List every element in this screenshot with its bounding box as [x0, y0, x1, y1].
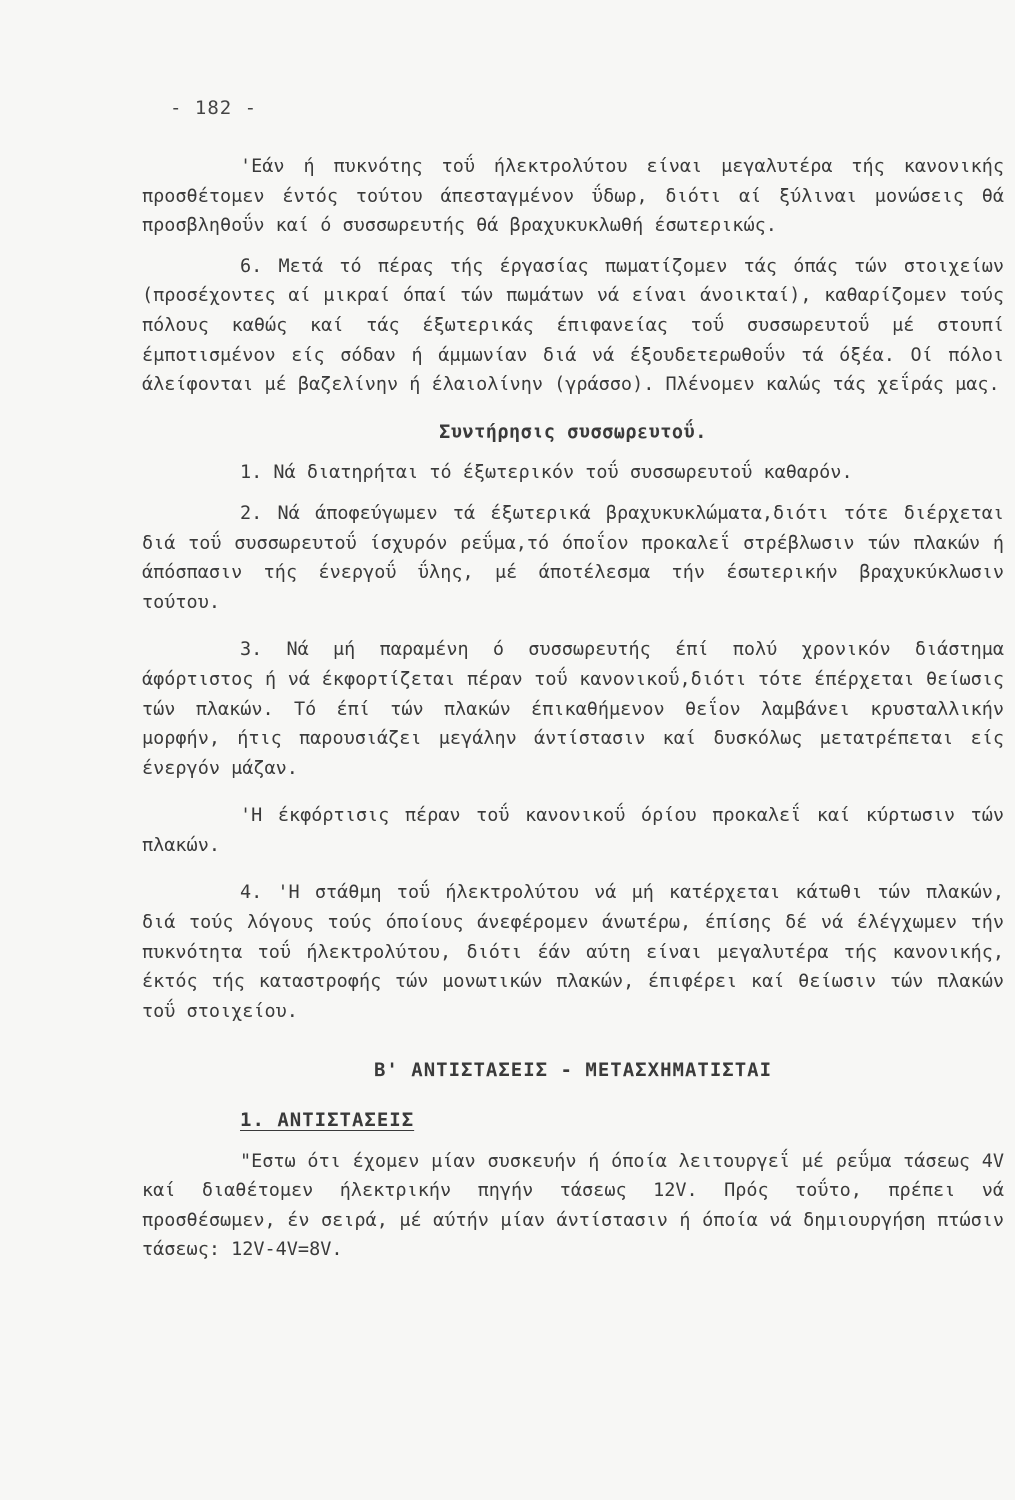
- paragraph-maintenance-1: 1. Νά διατηρήται τό έξωτερικόν τοΰ συσσωρευτοΰ καθαρόν.: [240, 462, 853, 484]
- paragraph-step-6-capping: 6. Μετά τό πέρας τής έργασίας πωματίζομεν τάς όπάς τών στοιχείων (προσέχοντες αί μικραί όπαί τών πωμάτων νά είναι άνοικταί), καθαρίζομεν τούς πόλους καθώς καί τάς έξωτερικάς έπιφανείας τοΰ συσσωρευτοΰ μέ στουπί έμποτισμένον είς σόδαν ή άμμωνίαν διά νά έξουδετερωθοΰν τά όξέα. Οί πόλοι άλείφονται μέ βαζελίνην ή έλαιολίνην (γράσσο). Πλένομεν καλώς τάς χεΐράς μας.: [142, 255, 1004, 396]
- paragraph-maintenance-4: 4. 'Η στάθμη τοΰ ήλεκτρολύτου νά μή κατέρχεται κάτωθι τών πλακών, διά τούς λόγους τούς όποίους άνεφέρομεν άνωτέρω, έπίσης δέ νά έλέγχωμεν τήν πυκνότητα τοΰ ήλεκτρολύτου, διότι έάν αύτη είναι μεγαλυτέρα τής κανονικής, έκτός τής καταστροφής τών μονωτικών πλακών, έπιφέρει καί θείωσιν τών πλακών τοΰ στοιχείου.: [142, 882, 1004, 1022]
- heading-battery-maintenance: Συντήρησις συσσωρευτοΰ.: [439, 421, 707, 443]
- paragraph-density-adjustment: 'Εάν ή πυκνότης τοΰ ήλεκτρολύτου είναι μεγαλυτέρα τής κανονικής προσθέτομεν έντός τούτου άπεσταγμένον ΰδωρ, διότι αί ξύλιναι μονώσεις θά προσβληθοΰν καί ό συσσωρευτής θά βραχυκυκλωθή έσωτερικώς.: [142, 156, 1004, 237]
- paragraph-discharge-note: 'Η έκφόρτισις πέραν τοΰ κανονικοΰ όρίου προκαλεΐ καί κύρτωσιν τών πλακών.: [142, 805, 1004, 856]
- page-body: [142, 152, 1004, 1265]
- paragraph-maintenance-3: 3. Νά μή παραμένη ό συσσωρευτής έπί πολύ χρονικόν διάστημα άφόρτιστος ή νά έκφορτίζεται πέραν τοΰ κανονικοΰ,διότι τότε έπέρχεται θείωσις τών πλακών. Τό έπί τών πλακών έπικαθήμενον θεΐον λαμβάνει κρυσταλλικήν μορφήν, ήτις παρουσιάζει μεγάλην άντίστασιν καί δυσκόλως μετατρέπεται είς ένεργόν μάζαν.: [142, 639, 1004, 779]
- subsection-heading-resistors: 1. ΑΝΤΙΣΤΑΣΕΙΣ: [240, 1109, 415, 1132]
- section-heading-resistors-transformers: Β' ΑΝΤΙΣΤΑΣΕΙΣ - ΜΕΤΑΣΧΗΜΑΤΙΣΤΑΙ: [373, 1059, 773, 1082]
- page-number: - 182 -: [170, 97, 258, 119]
- paragraph-resistor-example: "Εστω ότι έχομεν μίαν συσκευήν ή όποία λειτουργεΐ μέ ρεΰμα τάσεως 4V καί διαθέτομεν ήλεκτρικήν πηγήν τάσεως 12V. Πρός τοΰτο, πρέπει νά προσθέσωμεν, έν σειρά, μέ αύτήν μίαν άντίστασιν ή όποία νά δημιουργήση πτώσιν τάσεως: 12V-4V=8V.: [142, 1150, 1004, 1261]
- paragraph-maintenance-2: 2. Νά άποφεύγωμεν τά έξωτερικά βραχυκυκλώματα,διότι τότε διέρχεται διά τοΰ συσσωρευτοΰ ίσχυρόν ρεΰμα,τό όποΐον προκαλεΐ στρέβλωσιν τών πλακών ή άπόσπασιν τής ένεργοΰ ΰλης, μέ άποτέλεσμα τήν έσωτερικήν βραχυκύκλωσιν τούτου.: [142, 502, 1004, 613]
